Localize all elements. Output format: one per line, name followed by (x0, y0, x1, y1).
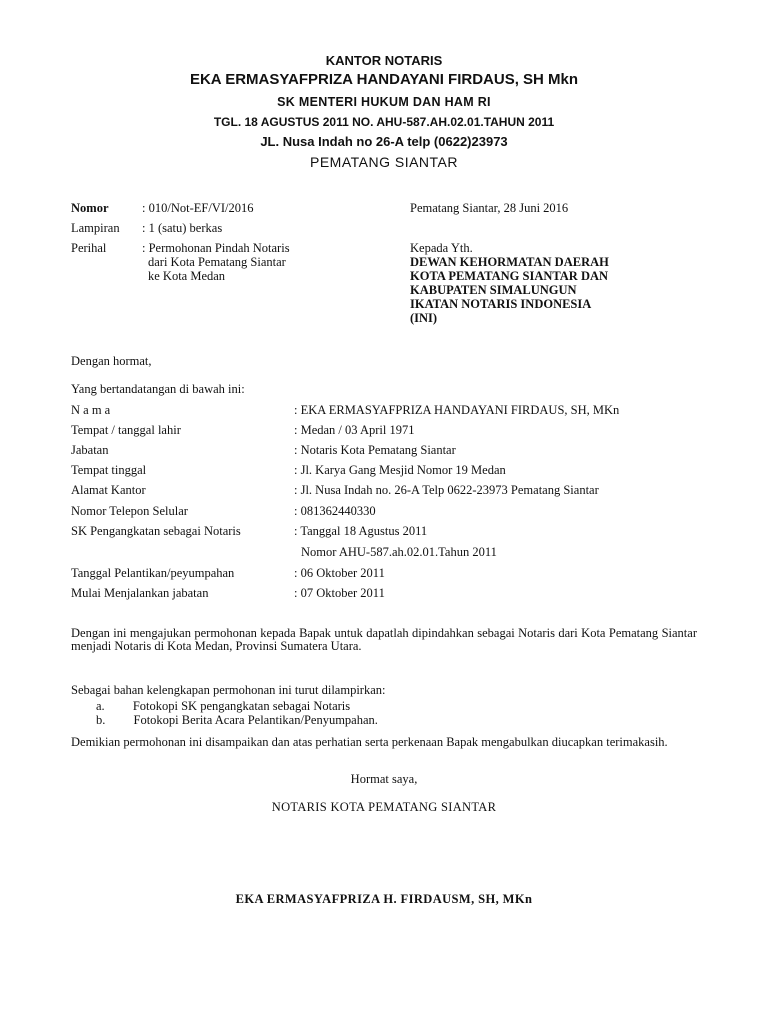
list-item (71, 699, 378, 713)
detail-value: : Tanggal 18 Agustus 2011 (294, 524, 428, 538)
attachments-list (71, 699, 378, 727)
letterhead-name: EKA ERMASYAFPRIZA HANDAYANI FIRDAUS, SH Mkn (189, 71, 579, 88)
detail-value: : Notaris Kota Pematang Siantar (294, 443, 456, 457)
letterhead-city: PEMATANG SIANTAR (309, 154, 458, 170)
letterhead-office: KANTOR NOTARIS (325, 53, 443, 68)
detail-label: Nomor Telepon Selular (71, 504, 188, 518)
list-marker: a. (96, 699, 105, 713)
letterhead-sk: SK MENTERI HUKUM DAN HAM RI (277, 95, 491, 109)
detail-label: Alamat Kantor (71, 483, 146, 497)
list-item (71, 713, 378, 727)
kepada-yth: Kepada Yth. (410, 241, 473, 255)
recipient-line: DEWAN KEHORMATAN DAERAH (410, 255, 609, 269)
list-text: Fotokopi Berita Acara Pelantikan/Penyumpahan. (133, 713, 378, 727)
detail-label: Tanggal Pelantikan/peyumpahan (71, 566, 235, 580)
recipient-line: IKATAN NOTARIS INDONESIA (410, 297, 592, 311)
detail-value: : Medan / 03 April 1971 (294, 423, 415, 437)
letterhead-sk-date: TGL. 18 AGUSTUS 2011 NO. AHU-587.AH.02.01.TAHUN 2011 (213, 115, 555, 129)
lampiran-label: Lampiran (71, 221, 120, 235)
nomor-value: : 010/Not-EF/VI/2016 (142, 201, 254, 215)
signature-name: EKA ERMASYAFPRIZA H. FIRDAUSM, SH, MKn (235, 892, 533, 906)
detail-label: N a m a (71, 403, 111, 417)
closing-paragraph: Demikian permohonan ini disampaikan dan atas perhatian serta perkenaan Bapak mengabulkan diucapkan terimakasih. (71, 735, 668, 749)
detail-label: Jabatan (71, 443, 109, 457)
intro: Yang bertandatangan di bawah ini: (71, 382, 245, 396)
perihal-line: : Permohonan Pindah Notaris (142, 241, 290, 255)
recipient-line: KOTA PEMATANG SIANTAR DAN (410, 269, 609, 283)
perihal-line: ke Kota Medan (148, 269, 226, 283)
detail-label: Tempat tinggal (71, 463, 147, 477)
attachments-intro: Sebagai bahan kelengkapan permohonan ini turut dilampirkan: (71, 683, 386, 697)
perihal-label: Perihal (71, 241, 107, 255)
detail-value: : Jl. Karya Gang Mesjid Nomor 19 Medan (294, 463, 506, 477)
recipient-line: (INI) (410, 311, 438, 325)
detail-label: Tempat / tanggal lahir (71, 423, 181, 437)
detail-value: : 06 Oktober 2011 (294, 566, 385, 580)
letterhead-address: JL. Nusa Indah no 26-A telp (0622)23973 (260, 134, 508, 149)
detail-label: Mulai Menjalankan jabatan (71, 586, 209, 600)
detail-value: : EKA ERMASYAFPRIZA HANDAYANI FIRDAUS, SH, MKn (294, 403, 620, 417)
detail-label: SK Pengangkatan sebagai Notaris (71, 524, 241, 538)
signature-title: NOTARIS KOTA PEMATANG SIANTAR (271, 800, 497, 814)
list-text: Fotokopi SK pengangkatan sebagai Notaris (132, 699, 351, 713)
lampiran-value: : 1 (satu) berkas (142, 221, 223, 235)
detail-value: : 081362440330 (294, 504, 376, 518)
recipient-line: KABUPATEN SIMALUNGUN (410, 283, 577, 297)
regards: Hormat saya, (350, 772, 418, 786)
detail-value: : Jl. Nusa Indah no. 26-A Telp 0622-23973 Pematang Siantar (294, 483, 599, 497)
place-date: Pematang Siantar, 28 Juni 2016 (410, 201, 569, 215)
list-marker: b. (96, 713, 106, 727)
detail-value: Nomor AHU-587.ah.02.01.Tahun 2011 (301, 545, 497, 559)
detail-value: : 07 Oktober 2011 (294, 586, 385, 600)
perihal-line: dari Kota Pematang Siantar (148, 255, 286, 269)
nomor-label: Nomor (71, 201, 109, 215)
request-paragraph: Dengan ini mengajukan permohonan kepada Bapak untuk dapatlah dipindahkan sebagai Notaris dari Kota Pematang Siantar menjadi Notaris di Kota Medan, Provinsi Sumatera Utara. (71, 626, 697, 653)
salutation: Dengan hormat, (71, 354, 152, 368)
